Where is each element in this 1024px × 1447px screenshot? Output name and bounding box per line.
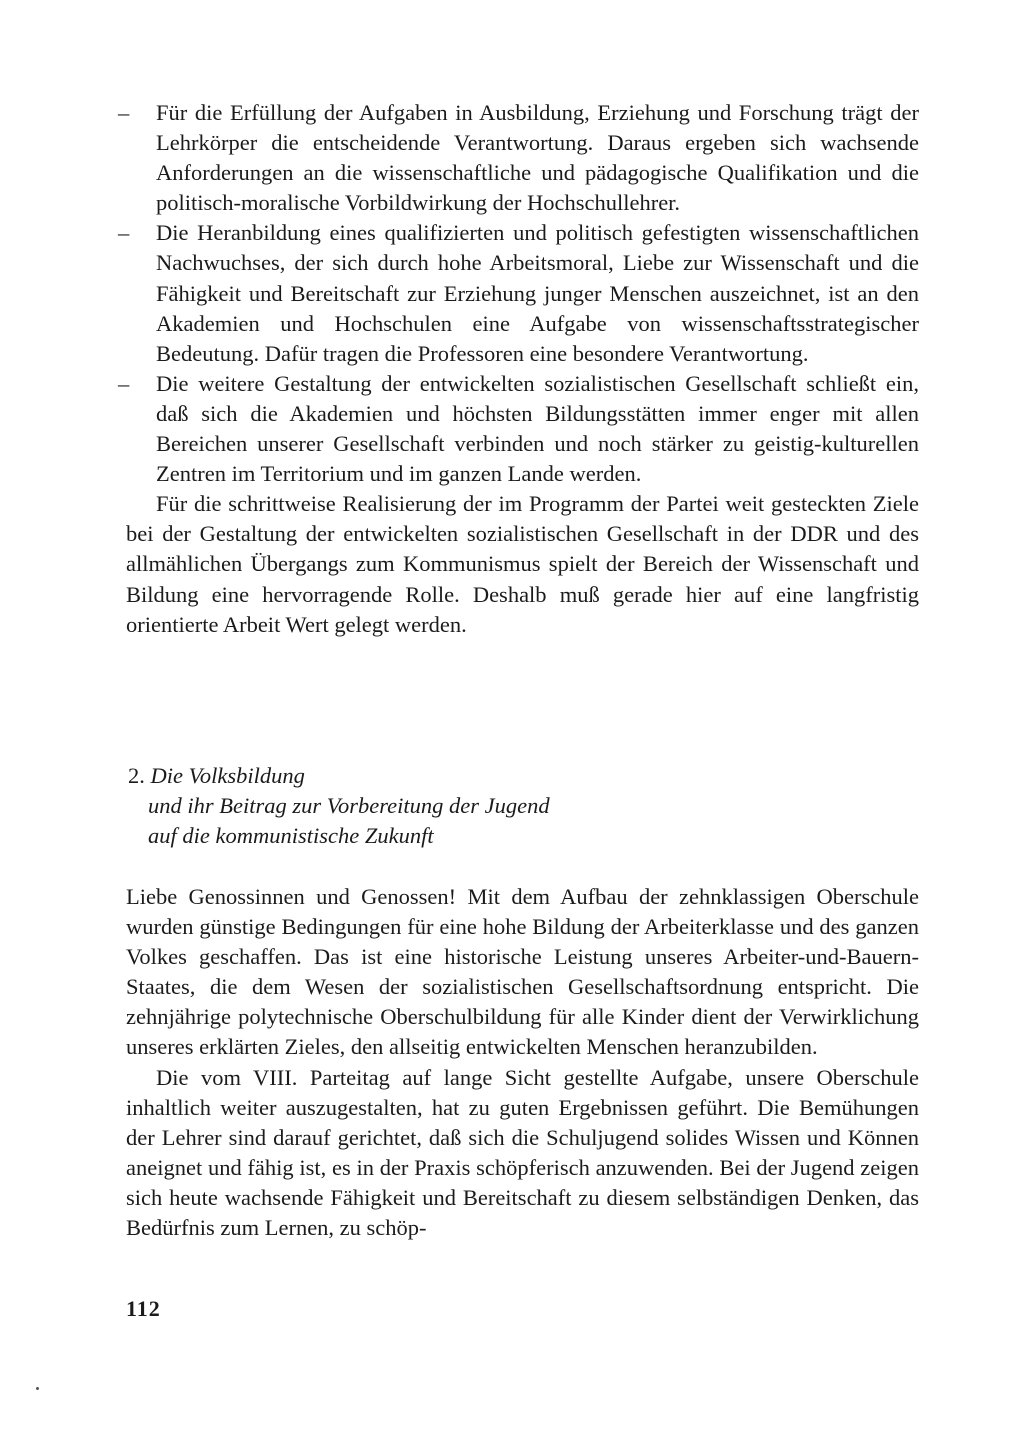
heading-line-1 — [128, 761, 828, 791]
bullet-dash: – — [118, 370, 130, 396]
section-body — [126, 882, 919, 1243]
body-paragraph-1: Liebe Genossinnen und Genossen! Mit dem Aufbau der zehnklassigen Oberschule wurden günstige Bedingungen für eine hohe Bildung der Arbeiterklasse und des ganzen Volkes geschaffen. Das ist eine historische Leistung unseres Arbeiter-und-Bauern-Staates, die dem Wesen der sozialistischen Gesellschaftsordnung entspricht. Die zehnjährige polytechnische Oberschulbildung für alle Kinder dient der Verwirklichung unseres erklärten Zieles, den allseitig entwickelten Menschen heranzubilden. — [126, 884, 919, 1060]
page-number: 112 — [126, 1296, 161, 1321]
bullet-dash: – — [118, 100, 130, 125]
bullet-item — [118, 369, 919, 489]
bullet-item — [118, 218, 919, 368]
bullet-text: Die weitere Gestaltung der entwickelten sozialistischen Gesellschaft schließt ein, daß sich die Akademien und höchsten Bildungsstätten immer enger mit allen Bereichen unserer Gesellschaft verbinden und noch stärker zu geistig-kulturellen Zentren im Territorium und im ganzen Lande werden. — [156, 370, 919, 487]
heading-line-2: und ihr Beitrag zur Vorbereitung der Jugend — [148, 793, 550, 818]
top-section — [118, 98, 919, 640]
section-heading — [128, 761, 828, 851]
heading-line-3: auf die kommunistische Zukunft — [148, 823, 434, 848]
bullet-text: Für die Erfüllung der Aufgaben in Ausbildung, Erziehung und Forschung trägt der Lehrkörper die entscheidende Verantwortung. Daraus ergeben sich wachsende Anforderungen an die wissenschaftliche und pädagogische Qualifikation und die politisch-moralische Vorbildwirkung der Hochschullehrer. — [156, 100, 919, 216]
closing-paragraph: Für die schrittweise Realisierung der im Programm der Partei weit gesteckten Ziele bei der Gestaltung der entwickelten sozialistischen Gesellschaft in der DDR und des allmählichen Übergangs zum Kommunismus spielt der Bereich der Wissenschaft und Bildung eine hervorragende Rolle. Deshalb muß gerade hier auf eine langfristig orientierte Arbeit Wert gelegt werden. — [126, 491, 919, 637]
bullet-text: Die Heranbildung eines qualifizierten und politisch gefestigten wissenschaftlichen Nachwuchses, der sich durch hohe Arbeitsmoral, Liebe zur Wissenschaft und die Fähigkeit und Bereitschaft zur Erziehung junger Menschen auszeichnet, ist an den Akademien und Hochschulen eine Aufgabe von wissenschaftsstrategischer Bedeutung. Dafür tragen die Professoren eine besondere Verantwortung. — [156, 220, 919, 366]
bullet-item — [118, 98, 919, 218]
bullet-dash: – — [118, 220, 130, 246]
body-paragraph-2: Die vom VIII. Parteitag auf lange Sicht gestellte Aufgabe, unsere Oberschule inhaltlich weiter auszugestalten, hat zu guten Ergebnissen geführt. Die Bemühungen der Lehrer sind darauf gerichtet, daß sich die Schuljugend solides Wissen und Können aneignet und fähig ist, es in der Praxis schöpferisch anzuwenden. Bei der Jugend zeigen sich heute wachsende Fähigkeit und Bereitschaft zu diesem selbständigen Denken, das Bedürfnis zum Lernen, zu schöp- — [126, 1064, 919, 1241]
heading-title: Die Volksbildung — [150, 763, 305, 788]
section-number: 2. — [128, 763, 145, 788]
scan-speck — [36, 1387, 39, 1390]
